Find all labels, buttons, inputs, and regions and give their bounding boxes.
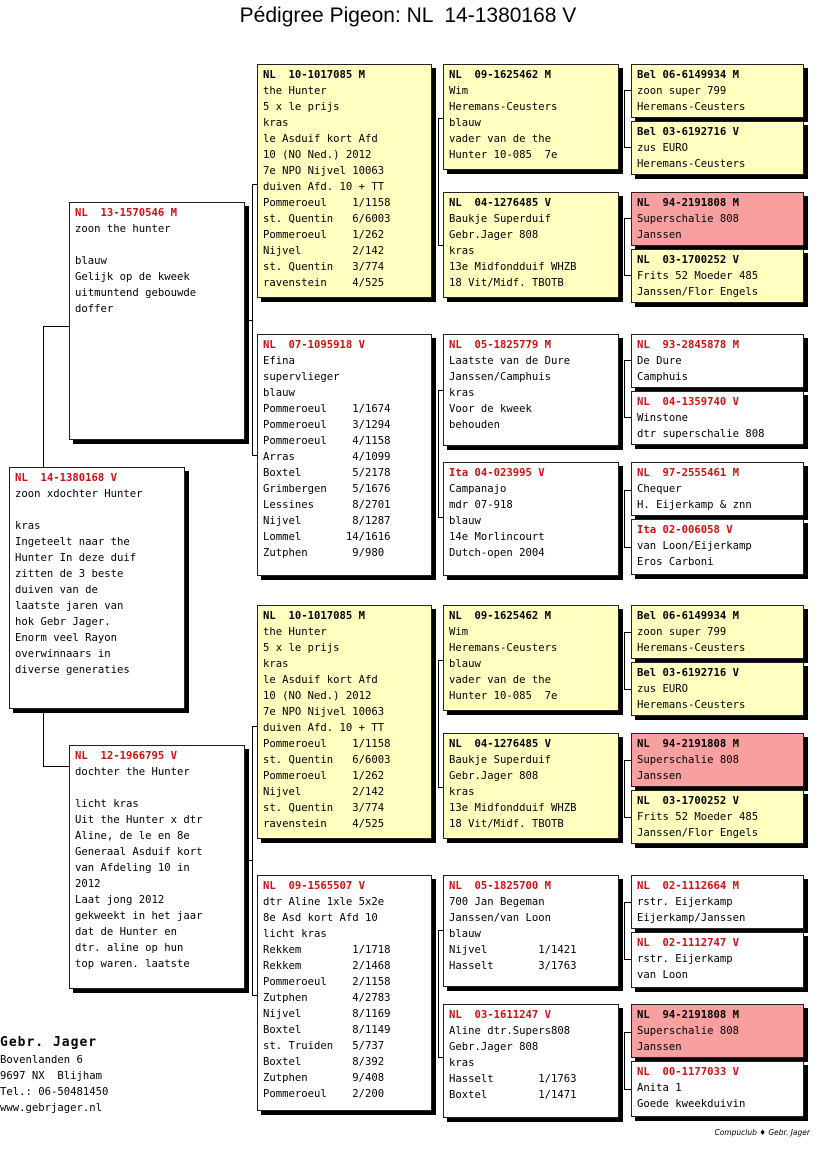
pigeon-info-line: Superschalie 808: [637, 213, 740, 225]
pigeon-info-line: vader van de the: [449, 133, 552, 145]
pigeon-id: NL 04-1276485 V: [449, 197, 552, 209]
pigeon-info-line: 7e NPO Nijvel 10063: [263, 165, 385, 177]
pigeon-info-line: Janssen/Camphuis: [449, 371, 552, 383]
pigeon-info-line: zus EURO: [637, 683, 689, 695]
pigeon-info-line: rstr. Eijerkamp: [637, 953, 733, 965]
pigeon-info-line: le Asduif kort Afd: [263, 133, 378, 145]
pigeon-info-line: supervlieger: [263, 371, 340, 383]
pigeon-info-line: Anita 1: [637, 1082, 682, 1094]
pigeon-info-line: Nijvel 8/1287: [263, 515, 391, 527]
connector-mother-in: [244, 860, 252, 861]
pigeon-info-line: zoon the hunter: [75, 223, 171, 235]
pigeon-info-line: st. Quentin 3/774: [263, 802, 385, 814]
pigeon-info-line: blauw: [449, 658, 481, 670]
pigeon-info-line: Superschalie 808: [637, 1025, 740, 1037]
pigeon-id: NL 14-1380168 V: [15, 472, 118, 484]
pigeon-info-line: zoon super 799: [637, 85, 727, 97]
pigeon-info-line: duiven Afd. 10 + TT: [263, 722, 385, 734]
credit-text: Compuclub ♦ Gebr. Jager: [714, 1128, 810, 1137]
ff-card: [257, 64, 432, 298]
pigeon-info-line: Wim: [449, 626, 469, 638]
pigeon-info-line: Zutphen 9/408: [263, 1072, 385, 1084]
pigeon-info-line: Zutphen 4/2783: [263, 992, 391, 1004]
pigeon-info-line: Heremans-Ceusters: [449, 642, 558, 654]
pigeon-info-line: blauw: [449, 117, 481, 129]
pigeon-info-line: Wim: [449, 85, 469, 97]
pigeon-info-line: Gebr.Jager 808: [449, 1041, 539, 1053]
pigeon-info-line: Campanajo: [449, 483, 507, 495]
pigeon-id: NL 02-1112664 M: [637, 880, 740, 892]
pigeon-id: NL 03-1611247 V: [449, 1009, 552, 1021]
pigeon-info-line: Nijvel 8/1169: [263, 1008, 391, 1020]
pigeon-info-line: zus EURO: [637, 142, 689, 154]
pigeon-info-line: 14e Morlincourt: [449, 531, 545, 543]
pigeon-info-line: dat de Hunter en: [75, 926, 178, 938]
pigeon-info-line: Heremans-Ceusters: [449, 101, 558, 113]
g4-card: [631, 932, 804, 988]
pigeon-info-line: Heremans-Ceusters: [637, 158, 746, 170]
pigeon-info-line: Eros Carboni: [637, 556, 714, 568]
pigeon-info-line: kras: [263, 658, 289, 670]
pigeon-info-line: the Hunter: [263, 626, 327, 638]
pigeon-info-line: Hunter 10-085 7e: [449, 149, 558, 161]
pigeon-id: NL 97-2555461 M: [637, 467, 740, 479]
pigeon-info-line: Pommeroeul 4/1158: [263, 435, 391, 447]
pigeon-info-line: van Afdeling 10 in: [75, 862, 190, 874]
pigeon-info-line: Janssen/Flor Engels: [637, 286, 759, 298]
pigeon-info-line: 18 Vit/Midf. TBOTB: [449, 277, 564, 289]
page-title: Pédigree Pigeon: NL 14-1380168 V: [239, 4, 577, 27]
pigeon-info-line: Zutphen 9/980: [263, 547, 385, 559]
pigeon-info-line: Grimbergen 5/1676: [263, 483, 391, 495]
g4-card: [631, 121, 804, 175]
subject-card: [9, 467, 185, 709]
breeder-city: 9697 NX Blijham: [0, 1070, 103, 1082]
pigeon-id: Bel 06-6149934 M: [637, 69, 740, 81]
pigeon-info-line: Arras 4/1099: [263, 451, 391, 463]
pigeon-info-line: duiven Afd. 10 + TT: [263, 181, 385, 193]
pigeon-id: NL 04-1359740 V: [637, 396, 740, 408]
pigeon-info-line: hok Gebr Jager.: [15, 616, 111, 628]
pigeon-info-line: Nijvel 1/1421: [449, 944, 577, 956]
g4-card: [631, 462, 804, 516]
pigeon-info-line: Camphuis: [637, 371, 689, 383]
breeder-address: Bovenlanden 6: [0, 1054, 83, 1066]
pigeon-id: Ita 04-023995 V: [449, 467, 545, 479]
pigeon-info-line: H. Eijerkamp & znn: [637, 499, 752, 511]
pigeon-info-line: Enorm veel Rayon: [15, 632, 118, 644]
pigeon-info-line: Pommeroeul 2/200: [263, 1088, 385, 1100]
pigeon-info-line: 8e Asd kort Afd 10: [263, 912, 378, 924]
pigeon-info-line: licht kras: [75, 798, 139, 810]
pigeon-id: NL 09-1625462 M: [449, 69, 552, 81]
pigeon-info-line: 10 (NO Ned.) 2012: [263, 690, 372, 702]
g4-card: [631, 733, 804, 787]
pigeon-info-line: [75, 237, 239, 253]
pigeon-info-line: licht kras: [263, 928, 327, 940]
pigeon-id: NL 04-1276485 V: [449, 738, 552, 750]
pigeon-info-line: ravenstein 4/525: [263, 818, 385, 830]
pigeon-info-line: the Hunter: [263, 85, 327, 97]
pigeon-info-line: Rekkem 2/1468: [263, 960, 391, 972]
pigeon-info-line: Pommeroeul 1/262: [263, 229, 385, 241]
breeder-info: [0, 1034, 108, 1116]
g4-card: [631, 1061, 804, 1117]
pigeon-info-line: [75, 780, 239, 796]
pigeon-id: NL 05-1825700 M: [449, 880, 552, 892]
pigeon-info-line: Laat jong 2012: [75, 894, 165, 906]
pigeon-info-line: Dutch-open 2004: [449, 547, 545, 559]
pigeon-info-line: Gebr.Jager 808: [449, 229, 539, 241]
g4-card: [631, 1004, 804, 1058]
pigeon-id: NL 13-1570546 M: [75, 207, 178, 219]
pigeon-info-line: Heremans-Ceusters: [637, 642, 746, 654]
pigeon-info-line: Lessines 8/2701: [263, 499, 391, 511]
mother-card: [69, 745, 245, 989]
pigeon-info-line: 2012: [75, 878, 101, 890]
pigeon-info-line: Heremans-Ceusters: [637, 101, 746, 113]
pigeon-info-line: 13e Midfondduif WHZB: [449, 261, 577, 273]
pigeon-id: NL 03-1700252 V: [637, 795, 740, 807]
mm-card: [257, 875, 432, 1111]
fm-card: [257, 334, 432, 576]
pigeon-info-line: Boxtel 1/1471: [449, 1089, 577, 1101]
pigeon-info-line: Janssen: [637, 229, 682, 241]
pigeon-info-line: dtr. aline op hun: [75, 942, 184, 954]
pigeon-info-line: Superschalie 808: [637, 754, 740, 766]
pigeon-info-line: blauw: [75, 255, 107, 267]
pigeon-info-line: Rekkem 1/1718: [263, 944, 391, 956]
g4-card: [631, 662, 804, 716]
pigeon-id: NL 00-1177033 V: [637, 1066, 740, 1078]
pigeon-id: NL 94-2191808 M: [637, 738, 740, 750]
pigeon-id: NL 09-1565507 V: [263, 880, 366, 892]
pigeon-id: NL 02-1112747 V: [637, 937, 740, 949]
g4-card: [631, 334, 804, 388]
pigeon-info-line: rstr. Eijerkamp: [637, 896, 733, 908]
pigeon-info-line: Voor de kweek: [449, 403, 532, 415]
pigeon-info-line: Janssen/van Loon: [449, 912, 552, 924]
mfm-card: [443, 733, 619, 839]
pigeon-info-line: mdr 07-918: [449, 499, 513, 511]
pigeon-info-line: ravenstein 4/525: [263, 277, 385, 289]
pigeon-info-line: st. Quentin 3/774: [263, 261, 385, 273]
pigeon-info-line: Laatste van de Dure: [449, 355, 571, 367]
pigeon-info-line: st. Truiden 5/737: [263, 1040, 385, 1052]
pigeon-id: NL 10-1017085 M: [263, 610, 366, 622]
pigeon-id: NL 10-1017085 M: [263, 69, 366, 81]
pigeon-id: Ita 02-006058 V: [637, 524, 733, 536]
pigeon-info-line: Generaal Asduif kort: [75, 846, 203, 858]
pigeon-info-line: kras: [15, 520, 41, 532]
pigeon-info-line: dtr Aline 1xle 5x2e: [263, 896, 385, 908]
pigeon-info-line: Nijvel 2/142: [263, 786, 385, 798]
pigeon-id: NL 09-1625462 M: [449, 610, 552, 622]
g4-card: [631, 790, 804, 844]
g4-card: [631, 64, 804, 118]
pigeon-info-line: zoon xdochter Hunter: [15, 488, 143, 500]
pigeon-info-line: st. Quentin 6/6003: [263, 213, 391, 225]
pigeon-info-line: overwinnaars in: [15, 648, 111, 660]
pigeon-info-line: Nijvel 2/142: [263, 245, 385, 257]
pigeon-info-line: laatste jaren van: [15, 600, 124, 612]
pigeon-info-line: kras: [449, 1057, 475, 1069]
pigeon-info-line: behouden: [449, 419, 501, 431]
pigeon-info-line: Boxtel 8/1149: [263, 1024, 391, 1036]
pigeon-info-line: uitmuntend gebouwde: [75, 287, 197, 299]
pigeon-info-line: Efina: [263, 355, 295, 367]
pigeon-info-line: kras: [449, 245, 475, 257]
pigeon-info-line: Uit the Hunter x dtr: [75, 814, 203, 826]
pigeon-info-line: Hunter 10-085 7e: [449, 690, 558, 702]
pigeon-info-line: Janssen: [637, 1041, 682, 1053]
pigeon-info-line: dtr superschalie 808: [637, 428, 765, 440]
ffm-card: [443, 192, 619, 298]
pigeon-info-line: Aline dtr.Supers808: [449, 1025, 571, 1037]
pigeon-id: Bel 03-6192716 V: [637, 126, 740, 138]
pigeon-id: Bel 06-6149934 M: [637, 610, 740, 622]
pigeon-info-line: Chequer: [637, 483, 682, 495]
pigeon-id: NL 03-1700252 V: [637, 254, 740, 266]
fff-card: [443, 64, 619, 170]
pigeon-info-line: duiven van de: [15, 584, 98, 596]
pigeon-info-line: Hunter In deze duif: [15, 552, 137, 564]
pigeon-info-line: top waren. laatste: [75, 958, 190, 970]
pigeon-info-line: Gelijk op de kweek: [75, 271, 190, 283]
pigeon-info-line: van Loon: [637, 969, 689, 981]
pigeon-id: NL 12-1966795 V: [75, 750, 178, 762]
pigeon-id: NL 05-1825779 M: [449, 339, 552, 351]
pigeon-info-line: Baukje Superduif: [449, 213, 552, 225]
fmm-card: [443, 462, 619, 576]
pigeon-id: NL 07-1095918 V: [263, 339, 366, 351]
connector-mother-stub: [43, 766, 70, 767]
g4-card: [631, 605, 804, 659]
mmm-card: [443, 1004, 619, 1118]
pigeon-info-line: 13e Midfondduif WHZB: [449, 802, 577, 814]
pigeon-info-line: Hasselt 3/1763: [449, 960, 577, 972]
pigeon-info-line: Pommeroeul 1/1158: [263, 197, 391, 209]
pigeon-info-line: kras: [449, 387, 475, 399]
pigeon-id: NL 94-2191808 M: [637, 1009, 740, 1021]
mmf-card: [443, 875, 619, 987]
breeder-phone: Tel.: 06-50481450: [0, 1086, 109, 1098]
pigeon-info-line: 7e NPO Nijvel 10063: [263, 706, 385, 718]
pigeon-info-line: Ingeteelt naar the: [15, 536, 130, 548]
pigeon-info-line: st. Quentin 6/6003: [263, 754, 391, 766]
pigeon-info-line: Gebr.Jager 808: [449, 770, 539, 782]
pigeon-info-line: Hasselt 1/1763: [449, 1073, 577, 1085]
pigeon-info-line: Janssen/Flor Engels: [637, 827, 759, 839]
pigeon-info-line: Boxtel 5/2178: [263, 467, 391, 479]
pigeon-info-line: gekweekt in het jaar: [75, 910, 203, 922]
pigeon-info-line: 700 Jan Begeman: [449, 896, 545, 908]
connector-father-in: [244, 320, 252, 321]
pigeon-info-line: vader van de the: [449, 674, 552, 686]
pigeon-info-line: Janssen: [637, 770, 682, 782]
g4-card: [631, 875, 804, 929]
breeder-website[interactable]: www.gebrjager.nl: [0, 1102, 103, 1114]
pigeon-info-line: 5 x le prijs: [263, 101, 340, 113]
pigeon-info-line: Pommeroeul 1/1674: [263, 403, 391, 415]
pigeon-info-line: Pommeroeul 1/1158: [263, 738, 391, 750]
mff-card: [443, 605, 619, 711]
father-card: [69, 202, 245, 440]
pigeon-info-line: De Dure: [637, 355, 682, 367]
mf-card: [257, 605, 432, 839]
fmf-card: [443, 334, 619, 446]
pigeon-info-line: le Asduif kort Afd: [263, 674, 378, 686]
pigeon-info-line: kras: [263, 117, 289, 129]
pigeon-id: NL 93-2845878 M: [637, 339, 740, 351]
pigeon-info-line: doffer: [75, 303, 114, 315]
pigeon-info-line: Aline, de le en 8e: [75, 830, 190, 842]
pigeon-id: Bel 03-6192716 V: [637, 667, 740, 679]
pigeon-info-line: Pommeroeul 1/262: [263, 770, 385, 782]
pigeon-info-line: van Loon/Eijerkamp: [637, 540, 752, 552]
pigeon-id: NL 94-2191808 M: [637, 197, 740, 209]
g4-card: [631, 519, 804, 575]
pigeon-info-line: zoon super 799: [637, 626, 727, 638]
pigeon-info-line: Boxtel 8/392: [263, 1056, 385, 1068]
pigeon-info-line: blauw: [263, 387, 295, 399]
g4-card: [631, 249, 804, 303]
pigeon-info-line: dochter the Hunter: [75, 766, 190, 778]
pigeon-info-line: zitten de 3 beste: [15, 568, 124, 580]
pigeon-info-line: Pommeroeul 3/1294: [263, 419, 391, 431]
pigeon-info-line: kras: [449, 786, 475, 798]
g4-card: [631, 192, 804, 246]
pigeon-info-line: Winstone: [637, 412, 689, 424]
connector-father-stub: [43, 326, 70, 327]
pigeon-info-line: blauw: [449, 928, 481, 940]
pigeon-info-line: Eijerkamp/Janssen: [637, 912, 746, 924]
pigeon-info-line: Lommel 14/1616: [263, 531, 391, 543]
pigeon-info-line: blauw: [449, 515, 481, 527]
pigeon-info-line: Heremans-Ceusters: [637, 699, 746, 711]
pigeon-info-line: Frits 52 Moeder 485: [637, 811, 759, 823]
pigeon-info-line: 5 x le prijs: [263, 642, 340, 654]
pigeon-info-line: diverse generaties: [15, 664, 130, 676]
g4-card: [631, 391, 804, 445]
pigeon-info-line: Goede kweekduivin: [637, 1098, 746, 1110]
pigeon-info-line: 10 (NO Ned.) 2012: [263, 149, 372, 161]
pigeon-info-line: Pommeroeul 2/1158: [263, 976, 391, 988]
pigeon-info-line: Baukje Superduif: [449, 754, 552, 766]
pigeon-info-line: Frits 52 Moeder 485: [637, 270, 759, 282]
breeder-name: Gebr. Jager: [0, 1035, 98, 1050]
pigeon-info-line: 18 Vit/Midf. TBOTB: [449, 818, 564, 830]
pigeon-info-line: [15, 502, 179, 518]
